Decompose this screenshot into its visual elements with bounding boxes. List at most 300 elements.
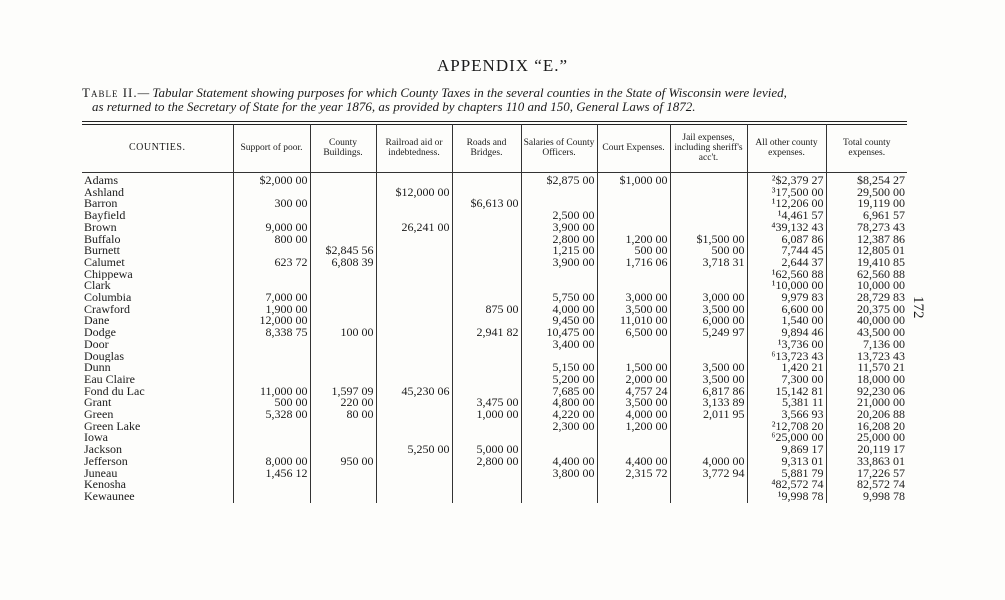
amount-cell: ¹4,461 57 [747,210,826,222]
amount-cell: 3,475 00 [452,397,521,409]
amount-cell [376,397,452,409]
amount-cell: 21,000 00 [826,397,907,409]
amount-cell: $1,000 00 [597,173,670,187]
amount-cell: 28,729 83 [826,292,907,304]
amount-cell [233,245,310,257]
amount-cell: 2,800 00 [452,456,521,468]
amount-cell: 100 00 [310,327,376,339]
amount-cell: 2,300 00 [521,421,597,433]
caption-text-1: — Tabular Statement showing purposes for which County Taxes in the several counties in the State of Wisconsin were levied, [137,85,787,100]
amount-cell [452,479,521,491]
amount-cell: 13,723 43 [826,351,907,363]
amount-cell: 3,000 00 [670,292,747,304]
amount-cell [452,362,521,374]
amount-cell: 78,273 43 [826,222,907,234]
amount-cell: 2,500 00 [521,210,597,222]
amount-cell [670,339,747,351]
amount-cell: 2,315 72 [597,468,670,480]
amount-cell: 3,133 89 [670,397,747,409]
amount-cell [310,173,376,187]
amount-cell: 4,000 00 [597,409,670,421]
county-name-cell: Dunn [84,362,111,374]
caption-line-1 [82,86,912,100]
amount-cell: 80 00 [310,409,376,421]
amount-cell [310,222,376,234]
amount-cell [670,479,747,491]
amount-cell [376,339,452,351]
amount-cell [233,432,310,444]
table-row [82,280,907,292]
amount-cell: 20,119 17 [826,444,907,456]
amount-cell [452,187,521,199]
amount-cell: 2,000 00 [597,374,670,386]
amount-cell: 4,400 00 [597,456,670,468]
county-name-cell: Douglas [84,350,124,363]
amount-cell [233,421,310,433]
table-row [82,198,907,210]
amount-cell [376,315,452,327]
table-label: Table II. [82,85,138,100]
county-name-cell: Jackson [84,444,122,456]
amount-cell: 19,410 85 [826,257,907,269]
amount-cell [233,351,310,363]
amount-cell [521,491,597,503]
amount-cell: 3,000 00 [597,292,670,304]
amount-cell [452,280,521,292]
amount-cell: 1,200 00 [597,234,670,246]
county-name-cell: Brown [84,221,117,234]
amount-cell [670,222,747,234]
amount-cell [310,374,376,386]
amount-cell: 500 00 [670,245,747,257]
amount-cell [597,198,670,210]
amount-cell: 29,500 00 [826,187,907,199]
amount-cell: 4,220 00 [521,409,597,421]
amount-cell: 6,087 86 [747,234,826,246]
amount-cell [521,198,597,210]
table-caption [82,86,912,114]
table-row [82,409,907,421]
amount-cell [670,280,747,292]
amount-cell [376,280,452,292]
amount-cell: $12,000 00 [376,187,452,199]
amount-cell [310,432,376,444]
amount-cell [452,339,521,351]
county-name-cell: Jefferson [84,455,128,468]
amount-cell [597,222,670,234]
page-number: 172 [910,296,926,319]
amount-cell [310,351,376,363]
amount-cell [521,351,597,363]
amount-cell: 500 00 [597,245,670,257]
amount-cell: 18,000 00 [826,374,907,386]
amount-cell [670,432,747,444]
table-row [82,386,907,398]
table-row [82,245,907,257]
county-name-cell: Fond du Lac [84,385,145,398]
table-row [82,432,907,444]
amount-cell: 45,230 06 [376,386,452,398]
county-name-cell: Calumet [84,256,125,269]
amount-cell: ⁶25,000 00 [747,432,826,444]
amount-cell: ³17,500 00 [747,187,826,199]
amount-cell: 12,000 00 [233,315,310,327]
amount-cell [376,409,452,421]
amount-cell: 4,757 24 [597,386,670,398]
amount-cell: ⁴39,132 43 [747,222,826,234]
table-row [82,362,907,374]
county-name-cell: Green [84,409,114,421]
amount-cell: 5,328 00 [233,409,310,421]
column-header-salaries: Salaries of County Officers. [521,124,597,173]
county-name-cell: Columbia [84,292,132,304]
amount-cell [521,432,597,444]
amount-cell [376,245,452,257]
amount-cell: 62,560 88 [826,269,907,281]
amount-cell: 5,000 00 [452,444,521,456]
table-row [82,210,907,222]
amount-cell: 5,150 00 [521,362,597,374]
amount-cell: 11,010 00 [597,315,670,327]
column-header-railroad: Railroad aid or indebtedness. [376,124,452,173]
table-body [82,173,907,503]
amount-cell [310,339,376,351]
amount-cell: 11,570 21 [826,362,907,374]
amount-cell: 20,375 00 [826,304,907,316]
amount-cell: 3,400 00 [521,339,597,351]
amount-cell [452,386,521,398]
amount-cell: $2,000 00 [233,173,310,187]
amount-cell: 500 00 [233,397,310,409]
amount-cell: 12,387 86 [826,234,907,246]
county-name-cell: Juneau [84,467,118,480]
amount-cell [670,187,747,199]
amount-cell: 5,381 11 [747,397,826,409]
amount-cell: 15,142 81 [747,386,826,398]
amount-cell [376,468,452,480]
amount-cell [597,491,670,503]
amount-cell: 20,206 88 [826,409,907,421]
amount-cell [310,210,376,222]
county-name-cell: Iowa [84,432,108,445]
amount-cell [376,479,452,491]
amount-cell: 3,500 00 [597,304,670,316]
amount-cell [310,479,376,491]
amount-cell: 3,800 00 [521,468,597,480]
amount-cell: 9,998 78 [826,491,907,503]
amount-cell: 6,500 00 [597,327,670,339]
amount-cell: $6,613 00 [452,198,521,210]
amount-cell [452,421,521,433]
amount-cell [376,269,452,281]
amount-cell: 3,500 00 [670,374,747,386]
amount-cell: 4,800 00 [521,397,597,409]
county-name-cell: Adams [84,173,118,187]
amount-cell [310,468,376,480]
amount-cell: 2,644 37 [747,257,826,269]
amount-cell [670,421,747,433]
column-header-court: Court Expenses. [597,124,670,173]
county-name-cell: Barron [84,198,118,211]
column-header-roads: Roads and Bridges. [452,124,521,173]
amount-cell: 40,000 00 [826,315,907,327]
amount-cell [452,269,521,281]
amount-cell: 5,249 97 [670,327,747,339]
table-row [82,397,907,409]
amount-cell: 1,540 00 [747,315,826,327]
amount-cell [452,468,521,480]
county-name-cell: Dane [84,315,110,328]
amount-cell [670,491,747,503]
amount-cell [376,327,452,339]
amount-cell: 10,475 00 [521,327,597,339]
amount-cell [233,362,310,374]
county-name-cell: Grant [84,397,112,410]
amount-cell [452,257,521,269]
amount-cell [597,351,670,363]
amount-cell: 7,136 00 [826,339,907,351]
amount-cell [310,234,376,246]
county-name-cell: Bayfield [84,210,126,222]
amount-cell: 19,119 00 [826,198,907,210]
amount-cell [670,351,747,363]
amount-cell: ¹10,000 00 [747,280,826,292]
table-row [82,173,907,187]
amount-cell: 6,600 00 [747,304,826,316]
amount-cell: ¹3,736 00 [747,339,826,351]
amount-cell [597,479,670,491]
amount-cell: 9,000 00 [233,222,310,234]
amount-cell: 7,300 00 [747,374,826,386]
amount-cell: 43,500 00 [826,327,907,339]
amount-cell [310,362,376,374]
amount-cell [670,269,747,281]
amount-cell [452,245,521,257]
amount-cell [233,444,310,456]
amount-cell [376,421,452,433]
table-row [82,421,907,433]
amount-cell [521,187,597,199]
amount-cell: 1,900 00 [233,304,310,316]
table-row [82,269,907,281]
amount-cell [376,173,452,187]
county-name-cell: Clark [84,280,111,293]
amount-cell: $2,845 56 [310,245,376,257]
amount-cell [310,315,376,327]
amount-cell [521,479,597,491]
county-tax-table [82,124,907,503]
amount-cell [452,491,521,503]
amount-cell: 7,000 00 [233,292,310,304]
amount-cell [233,479,310,491]
amount-cell [376,491,452,503]
county-name-cell: Door [84,338,109,351]
amount-cell [376,456,452,468]
amount-cell [452,210,521,222]
amount-cell [521,269,597,281]
amount-cell [521,444,597,456]
county-name-cell: Eau Claire [84,373,135,386]
amount-cell [452,432,521,444]
amount-cell [376,198,452,210]
amount-cell [452,374,521,386]
amount-cell: 9,979 83 [747,292,826,304]
amount-cell [233,187,310,199]
amount-cell: 9,894 46 [747,327,826,339]
amount-cell: ¹62,560 88 [747,269,826,281]
amount-cell [233,280,310,292]
amount-cell: 92,230 06 [826,386,907,398]
amount-cell [310,304,376,316]
amount-cell: 3,500 00 [670,362,747,374]
amount-cell: 1,597 09 [310,386,376,398]
amount-cell [597,432,670,444]
amount-cell: 875 00 [452,304,521,316]
amount-cell: 1,420 21 [747,362,826,374]
amount-cell [310,292,376,304]
amount-cell: 82,572 74 [826,479,907,491]
header-row [82,124,907,173]
county-name-cell: Crawford [84,303,130,316]
amount-cell: 9,313 01 [747,456,826,468]
amount-cell [376,304,452,316]
amount-cell: 3,500 00 [597,397,670,409]
column-header-counties: COUNTIES. [82,124,233,173]
amount-cell: 9,869 17 [747,444,826,456]
county-name-cell: Kenosha [84,479,126,491]
column-header-buildings: County Buildings. [310,124,376,173]
amount-cell: 4,400 00 [521,456,597,468]
table-row [82,468,907,480]
table-row [82,315,907,327]
county-name-cell: Buffalo [84,233,121,246]
amount-cell: 4,000 00 [670,456,747,468]
amount-cell: 2,941 82 [452,327,521,339]
amount-cell: 1,000 00 [452,409,521,421]
county-name-cell: Ashland [84,186,124,199]
amount-cell: ⁴82,572 74 [747,479,826,491]
amount-cell: 5,750 00 [521,292,597,304]
amount-cell [597,187,670,199]
amount-cell [376,351,452,363]
table-row [82,257,907,269]
amount-cell [597,339,670,351]
amount-cell: 6,961 57 [826,210,907,222]
amount-cell: 800 00 [233,234,310,246]
amount-cell [310,269,376,281]
table-row [82,491,907,503]
amount-cell [376,432,452,444]
amount-cell [452,173,521,187]
table-row [82,351,907,363]
amount-cell: 1,200 00 [597,421,670,433]
amount-cell: ¹9,998 78 [747,491,826,503]
amount-cell: 1,500 00 [597,362,670,374]
amount-cell [670,173,747,187]
table-row [82,456,907,468]
amount-cell [521,280,597,292]
amount-cell [376,292,452,304]
amount-cell [310,198,376,210]
amount-cell [597,210,670,222]
amount-cell [452,234,521,246]
amount-cell: 950 00 [310,456,376,468]
amount-cell: 8,338 75 [233,327,310,339]
amount-cell: 5,200 00 [521,374,597,386]
table-row [82,304,907,316]
amount-cell [310,444,376,456]
amount-cell: 9,450 00 [521,315,597,327]
county-name-cell: Chippewa [84,268,133,281]
amount-cell: 2,011 95 [670,409,747,421]
amount-cell [452,292,521,304]
amount-cell: 3,900 00 [521,222,597,234]
amount-cell: 300 00 [233,198,310,210]
amount-cell: $2,875 00 [521,173,597,187]
amount-cell: ⁶13,723 43 [747,351,826,363]
amount-cell [670,198,747,210]
county-name-cell: Burnett [84,245,120,257]
amount-cell: ²12,708 20 [747,421,826,433]
amount-cell [310,421,376,433]
amount-cell [452,222,521,234]
table-row [82,479,907,491]
amount-cell: 6,808 39 [310,257,376,269]
table-row [82,292,907,304]
column-header-jail: Jail expenses, including sheriff's acc't. [670,124,747,173]
amount-cell: 16,208 20 [826,421,907,433]
column-header-other: All other county expenses. [747,124,826,173]
amount-cell: 6,000 00 [670,315,747,327]
amount-cell: 3,900 00 [521,257,597,269]
amount-cell: 6,817 86 [670,386,747,398]
table-row [82,234,907,246]
amount-cell: 3,566 93 [747,409,826,421]
amount-cell: 2,800 00 [521,234,597,246]
table-row [82,339,907,351]
amount-cell: 5,881 79 [747,468,826,480]
amount-cell: 33,863 01 [826,456,907,468]
table-row [82,444,907,456]
amount-cell [597,444,670,456]
amount-cell [376,374,452,386]
amount-cell: 220 00 [310,397,376,409]
table-row [82,327,907,339]
amount-cell: 12,805 01 [826,245,907,257]
amount-cell: 1,716 06 [597,257,670,269]
amount-cell: $1,500 00 [670,234,747,246]
amount-cell: 10,000 00 [826,280,907,292]
amount-cell [376,257,452,269]
amount-cell [452,351,521,363]
amount-cell: ²$2,379 27 [747,173,826,187]
column-header-poor: Support of poor. [233,124,310,173]
amount-cell [233,491,310,503]
amount-cell [597,280,670,292]
amount-cell: 623 72 [233,257,310,269]
amount-cell: 26,241 00 [376,222,452,234]
table-row [82,222,907,234]
table-row [82,187,907,199]
amount-cell: 8,000 00 [233,456,310,468]
county-name-cell: Green Lake [84,420,141,433]
amount-cell: 3,500 00 [670,304,747,316]
amount-cell [452,315,521,327]
county-name-cell: Kewaunee [84,490,135,503]
county-name-cell: Dodge [84,327,116,339]
amount-cell: $8,254 27 [826,173,907,187]
amount-cell: 7,685 00 [521,386,597,398]
